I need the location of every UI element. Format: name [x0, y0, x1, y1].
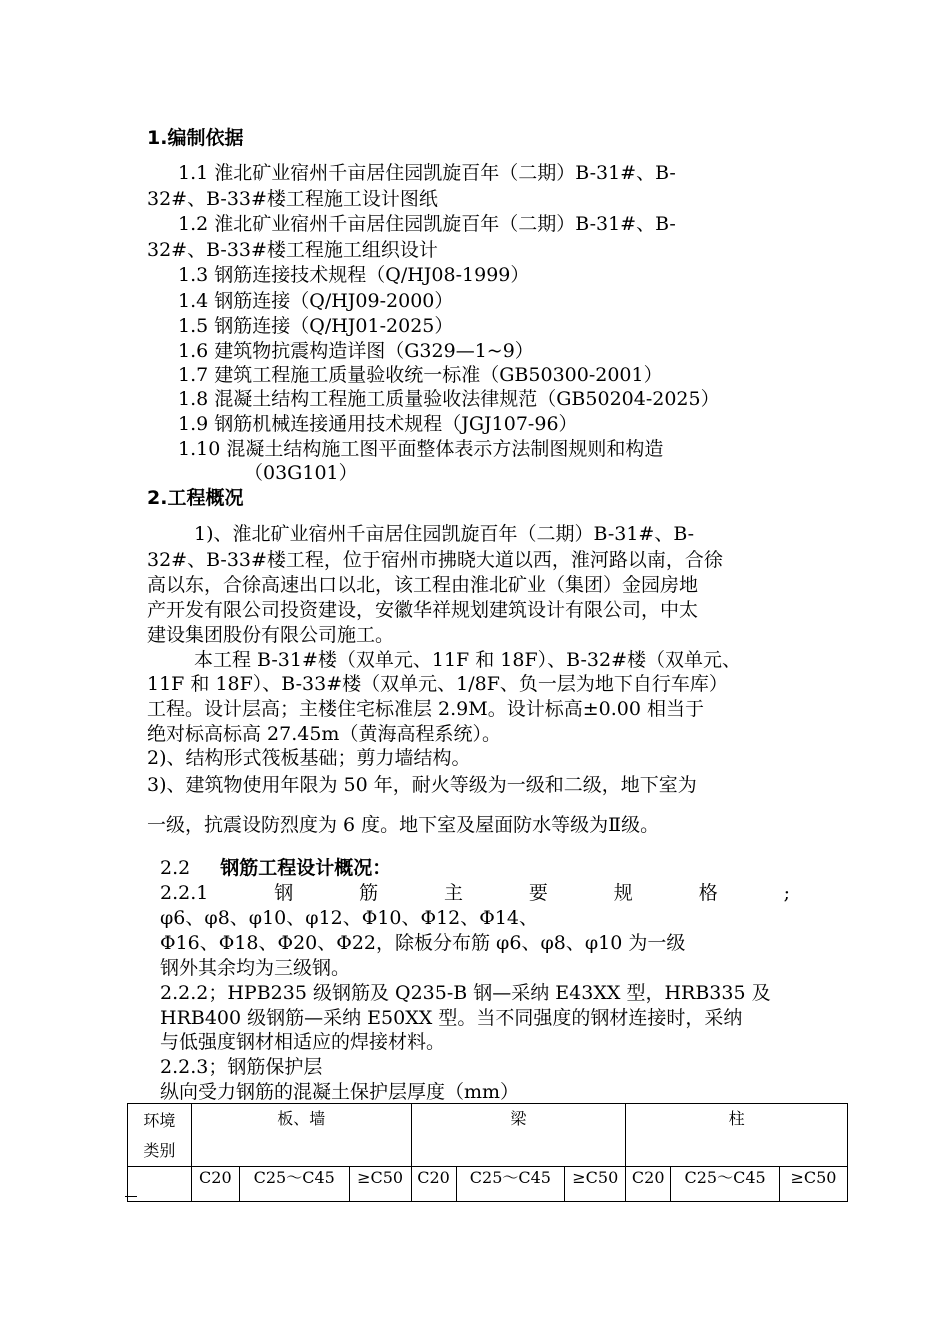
env-label-line: 环境 — [143, 1111, 176, 1130]
subsection-number: 2.2 — [160, 857, 191, 879]
spec-token: 2.2.1 — [160, 882, 209, 904]
spec-token: 钢 — [274, 882, 294, 904]
paragraph-line: 一级，抗震设防烈度为 6 度。地下室及屋面防水等级为Ⅱ级。 — [147, 814, 660, 836]
paragraph-line: 高以东，合徐高速出口以北，该工程由淮北矿业（集团）金园房地 — [147, 574, 699, 596]
subsection-heading — [160, 856, 391, 880]
paragraph-line: 32#、B-33#楼工程，位于宿州市拂晓大道以西，淮河路以南，合徐 — [147, 549, 723, 571]
spec-token: ; — [783, 882, 790, 904]
table-caption: 纵向受力钢筋的混凝土保护层厚度（mm） — [160, 1081, 520, 1103]
list-item: （03G101） — [244, 462, 358, 484]
paragraph-line: HRB400 级钢筋—采纳 E50XX 型。当不同强度的钢材连接时，采纳 — [160, 1007, 743, 1029]
list-item: 1.7 建筑工程施工质量验收统一标准（GB50300-2001） — [178, 364, 663, 386]
group-header-column: 柱 — [626, 1104, 848, 1167]
list-item: 1.4 钢筋连接（Q/HJ09-2000） — [178, 290, 454, 312]
table-cell: C25～C45 — [239, 1167, 349, 1202]
paragraph-line: Φ16、Φ18、Φ20、Φ22，除板分布筋 φ6、φ8、φ10 为一级 — [160, 932, 686, 954]
paragraph-line: 2)、结构形式筏板基础；剪力墙结构。 — [147, 747, 471, 769]
spec-token: 格 — [698, 882, 718, 904]
table-cell: C20 — [626, 1167, 671, 1202]
table-cell: ≥C50 — [349, 1167, 411, 1202]
spec-token: 规 — [613, 882, 633, 904]
env-label-line: 类别 — [143, 1141, 176, 1160]
env-class-header — [128, 1104, 192, 1167]
list-item: 1.1 淮北矿业宿州千亩居住园凯旋百年（二期）B-31#、B- — [178, 162, 676, 184]
table-rule — [125, 1196, 137, 1197]
table-cell: C20 — [411, 1167, 456, 1202]
list-item: 1.10 混凝土结构施工图平面整体表示方法制图规则和构造 — [178, 438, 664, 460]
subsection-title: 钢筋工程设计概况： — [220, 857, 392, 879]
list-item: 1.3 钢筋连接技术规程（Q/HJ08-1999） — [178, 264, 530, 286]
table-cell — [128, 1167, 192, 1202]
spec-token: 主 — [444, 882, 464, 904]
paragraph-line: 3)、建筑物使用年限为 50 年，耐火等级为一级和二级，地下室为 — [147, 774, 697, 796]
group-header-beam: 梁 — [411, 1104, 626, 1167]
list-item: 32#、B-33#楼工程施工设计图纸 — [147, 188, 438, 210]
list-item: 32#、B-33#楼工程施工组织设计 — [147, 239, 438, 261]
table-header-row — [128, 1104, 848, 1167]
table-row — [128, 1167, 848, 1202]
spec-line — [160, 881, 790, 905]
paragraph-line: 建设集团股份有限公司施工。 — [147, 624, 395, 646]
table-cell: C25～C45 — [671, 1167, 780, 1202]
table-cell: ≥C50 — [779, 1167, 847, 1202]
paragraph-line: 1)、淮北矿业宿州千亩居住园凯旋百年（二期）B-31#、B- — [194, 523, 695, 545]
paragraph-line: 绝对标高标高 27.45m（黄海高程系统）。 — [147, 723, 501, 745]
paragraph-line: 与低强度钢材相适应的焊接材料。 — [160, 1031, 446, 1053]
spec-token: 筋 — [359, 882, 379, 904]
table-cell: ≥C50 — [565, 1167, 626, 1202]
list-item: 1.6 建筑物抗震构造详图（G329—1~9） — [178, 340, 534, 362]
paragraph-line: 2.2.2；HPB235 级钢筋及 Q235-B 钢—采纳 E43XX 型，HRB335 及 — [160, 982, 771, 1004]
paragraph-line: 工程。设计层高；主楼住宅标准层 2.9M。设计标高±0.00 相当于 — [147, 698, 704, 720]
section-2-heading: 2.工程概况 — [147, 487, 244, 509]
list-item: 1.9 钢筋机械连接通用技术规程（JGJ107-96） — [178, 413, 578, 435]
paragraph-line: φ6、φ8、φ10、φ12、Φ10、Φ12、Φ14、 — [160, 907, 539, 929]
paragraph-line: 11F 和 18F）、B-33#楼（双单元、1/8F、负一层为地下自行车库） — [147, 673, 728, 695]
list-item: 1.5 钢筋连接（Q/HJ01-2025） — [178, 315, 454, 337]
paragraph-line: 钢外其余均为三级钢。 — [160, 957, 351, 979]
paragraph-line: 本工程 B-31#楼（双单元、11F 和 18F）、B-32#楼（双单元、 — [194, 649, 742, 671]
paragraph-line: 2.2.3；钢筋保护层 — [160, 1056, 323, 1078]
paragraph-line: 产开发有限公司投资建设，安徽华祥规划建筑设计有限公司，中太 — [147, 599, 699, 621]
table-cell: C20 — [191, 1167, 239, 1202]
table-cell: C25～C45 — [456, 1167, 565, 1202]
concrete-cover-table — [127, 1103, 848, 1202]
list-item: 1.2 淮北矿业宿州千亩居住园凯旋百年（二期）B-31#、B- — [178, 213, 676, 235]
group-header-slab-wall: 板、墙 — [191, 1104, 411, 1167]
section-1-heading: 1.编制依据 — [147, 127, 244, 149]
spec-token: 要 — [528, 882, 548, 904]
list-item: 1.8 混凝土结构工程施工质量验收法律规范（GB50204-2025） — [178, 388, 720, 410]
